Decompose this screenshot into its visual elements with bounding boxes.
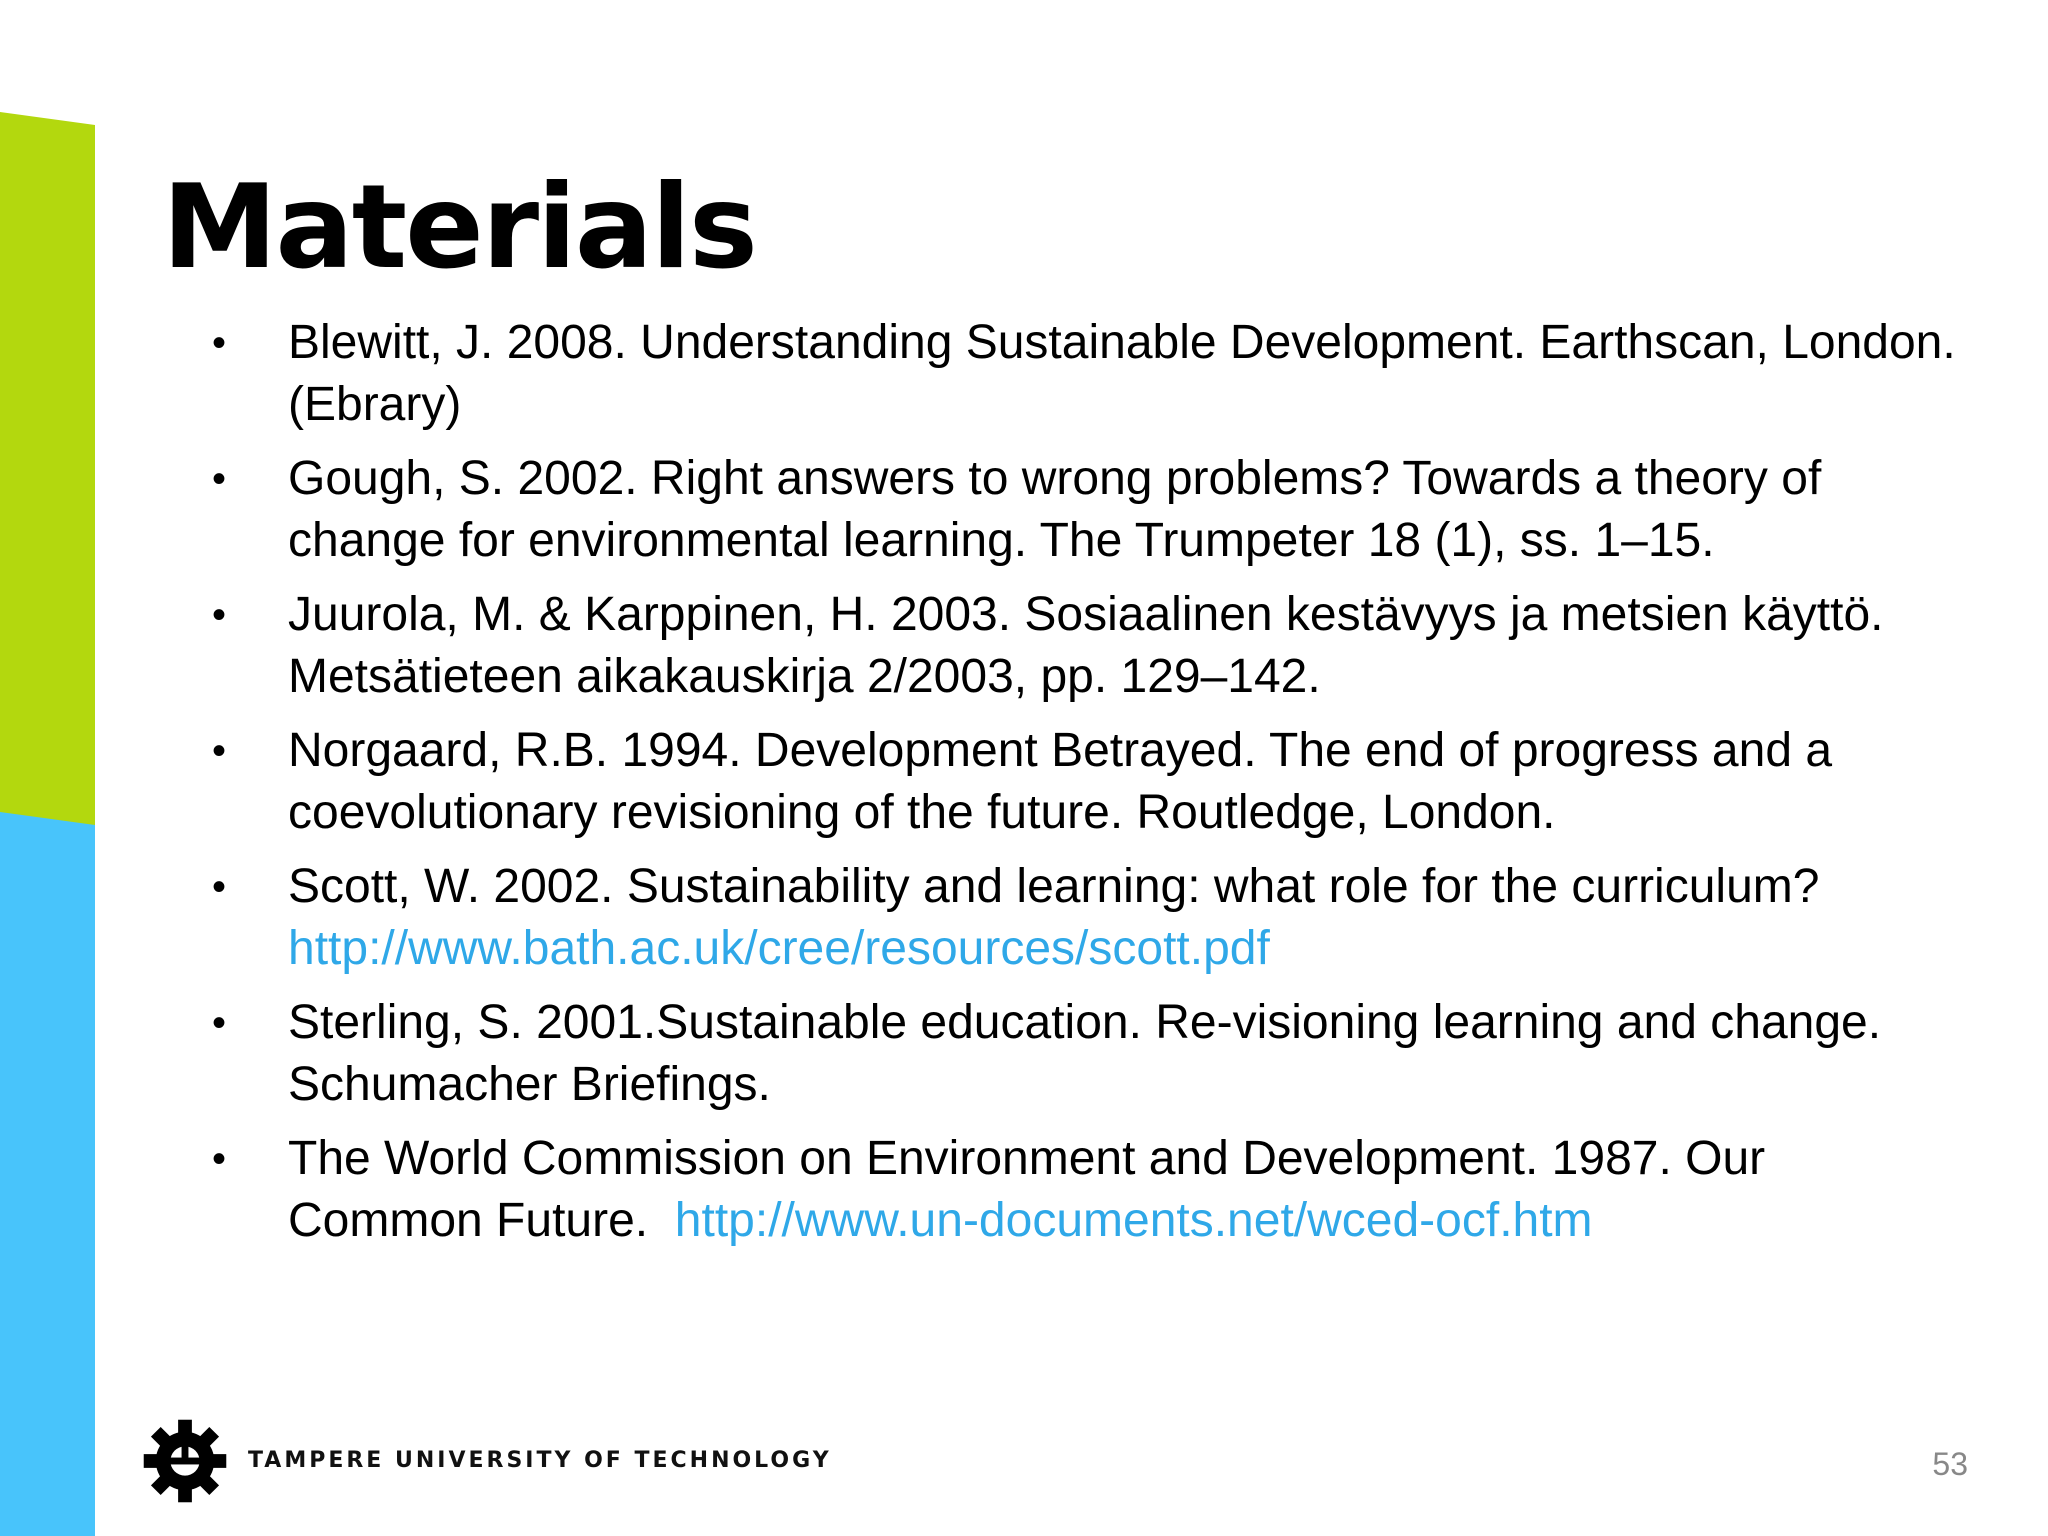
page-number: 53: [1932, 1446, 1968, 1482]
reference-text: Juurola, M. & Karppinen, H. 2003. Sosiaalinen kestävyys ja metsien käyttö. Metsätieteen aikakauskirja 2/2003, pp. 129–142.: [288, 588, 1884, 703]
list-item: [200, 720, 1960, 844]
reference-text: Blewitt, J. 2008. Understanding Sustainable Development. Earthscan, London. (Ebrary): [288, 316, 1956, 431]
reference-text: The World Commission on Environment and Development. 1987. Our Common Future.: [288, 1132, 1766, 1247]
bullet-icon: •: [212, 729, 227, 773]
reference-list: [200, 312, 1960, 1264]
slide-title: Materials: [162, 160, 756, 295]
reference-link-scott[interactable]: http://www.bath.ac.uk/cree/resources/scott.pdf: [288, 922, 1270, 975]
reference-link-wced[interactable]: http://www.un-documents.net/wced-ocf.htm: [674, 1194, 1593, 1247]
bullet-icon: •: [212, 321, 227, 365]
bullet-icon: •: [212, 1137, 227, 1181]
green-accent-bar: [0, 112, 95, 832]
university-name: TAMPERE UNIVERSITY OF TECHNOLOGY: [248, 1448, 832, 1473]
list-item: [200, 584, 1960, 708]
list-item: [200, 856, 1960, 980]
list-item: [200, 992, 1960, 1116]
reference-text: Norgaard, R.B. 1994. Development Betrayed. The end of progress and a coevolutionary revisioning of the future. Routledge, London.: [288, 724, 1833, 839]
list-item: [200, 448, 1960, 572]
bullet-icon: •: [212, 865, 227, 909]
blue-accent-bar: [0, 812, 95, 1536]
reference-text: Sterling, S. 2001.Sustainable education. Re-visioning learning and change. Schumacher Briefings.: [288, 996, 1882, 1111]
reference-text: Gough, S. 2002. Right answers to wrong problems? Towards a theory of change for environmental learning. The Trumpeter 18 (1), ss. 1–15.: [288, 452, 1822, 567]
reference-text: Scott, W. 2002. Sustainability and learning: what role for the curriculum?: [288, 860, 1820, 913]
bullet-icon: •: [212, 457, 227, 501]
gear-logo-icon: [142, 1418, 228, 1504]
list-item: [200, 312, 1960, 436]
list-item: [200, 1128, 1960, 1252]
bullet-icon: •: [212, 593, 227, 637]
bullet-icon: •: [212, 1001, 227, 1045]
